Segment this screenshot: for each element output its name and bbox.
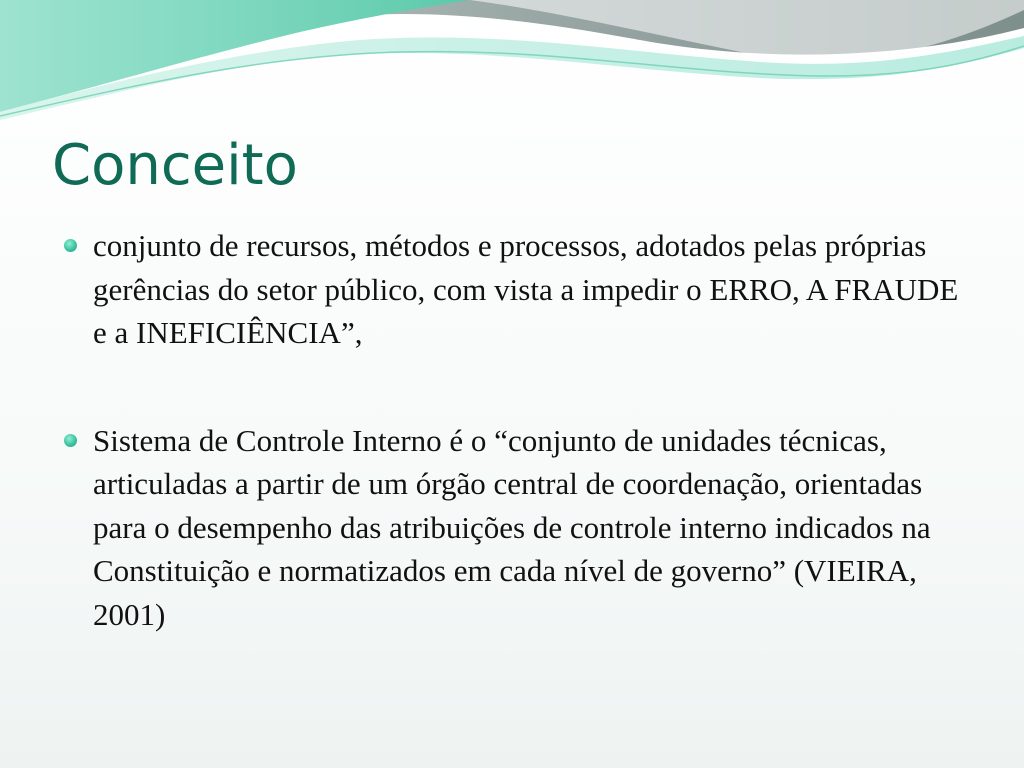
slide-title: Conceito	[52, 133, 298, 198]
decorative-wave-header	[0, 0, 1024, 125]
bullet-text-1: conjunto de recursos, métodos e processos, adotados pelas próprias gerências do setor público, com vista a impedir o ERRO, A FRAUDE e a INEFICIÊNCIA”,	[93, 228, 959, 350]
bullet-item-2	[62, 419, 967, 637]
bullet-dot-icon	[64, 239, 77, 252]
bullet-text-2: Sistema de Controle Interno é o “conjunto de unidades técnicas, articuladas a partir de um órgão central de coordenação, orientadas para o desempenho das atribuições de controle interno indicados na Constituição e normatizados em cada nível de governo” (VIEIRA, 2001)	[93, 422, 931, 632]
bullet-dot-icon	[64, 434, 77, 447]
bullet-item-1	[62, 224, 967, 355]
bullet-list	[62, 224, 967, 636]
